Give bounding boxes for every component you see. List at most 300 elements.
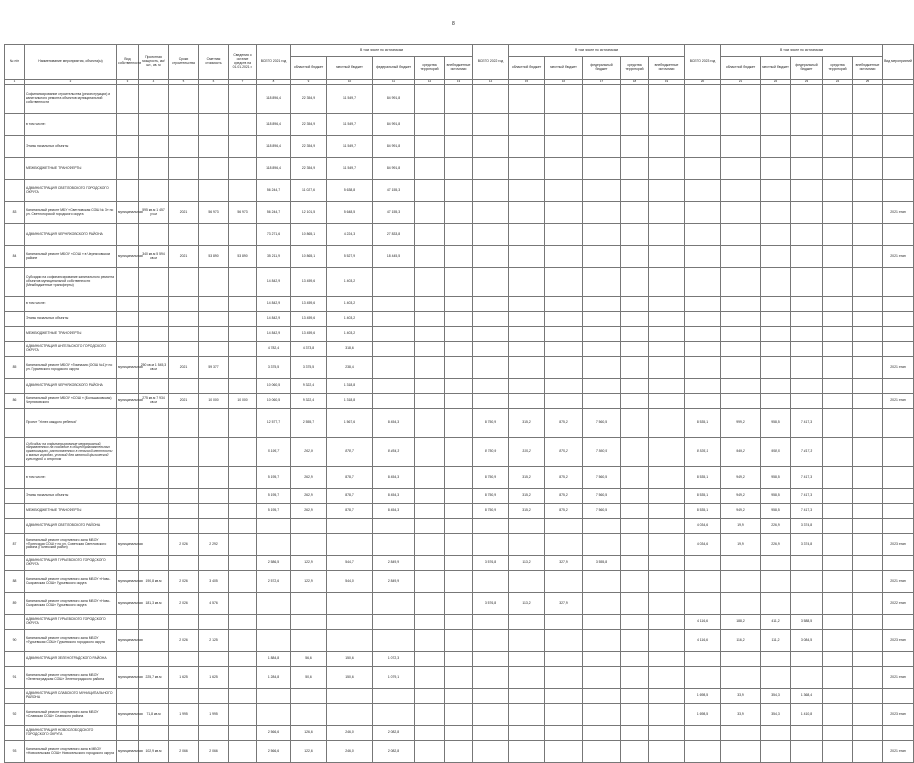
row-value-t23: [685, 667, 721, 689]
row-value-b1: 315,2: [509, 409, 545, 438]
column-number: 8: [257, 80, 291, 85]
row-name: АДМИНИСТРАЦИЯ ГУРЬЕВСКОГО ГОРОДСКОГО ОКРУГА: [25, 615, 117, 630]
row-value-b5: [649, 379, 685, 394]
row-value-c4: [823, 158, 853, 180]
row-ownership: [117, 652, 139, 667]
row-cost: [199, 85, 229, 114]
row-balance: [229, 312, 257, 327]
row-value-c4: [823, 297, 853, 312]
row-value-a5: [445, 342, 473, 357]
row-value-b3: [583, 85, 621, 114]
row-value-b4: [621, 342, 649, 357]
row-value-a3: 1 072,3: [373, 652, 415, 667]
row-value-a5: [445, 489, 473, 504]
row-note: [883, 726, 914, 741]
row-period: [169, 180, 199, 202]
row-value-a5: [445, 630, 473, 652]
row-value-t23: [685, 394, 721, 409]
row-value-c1: 19,9: [721, 519, 761, 534]
row-period: 2 026: [169, 630, 199, 652]
row-value-t23: [685, 312, 721, 327]
row-value-c5: [853, 467, 883, 489]
table-row: [5, 571, 914, 593]
row-ownership: [117, 726, 139, 741]
column-number: 17: [583, 80, 621, 85]
row-value-c1: [721, 379, 761, 394]
row-value-b5: [649, 202, 685, 224]
row-value-a1: 126,6: [291, 726, 327, 741]
row-value-a3: 2 082,8: [373, 726, 415, 741]
row-value-b1: [509, 268, 545, 297]
row-period: 2 026: [169, 593, 199, 615]
row-value-t22: 8 750,9: [473, 467, 509, 489]
row-value-b4: [621, 297, 649, 312]
row-value-b5: [649, 519, 685, 534]
row-value-b3: [583, 312, 621, 327]
row-value-a4: [415, 504, 445, 519]
row-cost: [199, 489, 229, 504]
row-value-a5: [445, 327, 473, 342]
table-row: [5, 704, 914, 726]
row-note: [883, 504, 914, 519]
header-source: федеральный бюджет: [583, 57, 621, 80]
row-value-a1: 10 865,1: [291, 246, 327, 268]
row-value-c2: [761, 246, 791, 268]
row-number: [5, 489, 25, 504]
row-value-a2: 878,7: [327, 438, 373, 467]
row-value-t23: 1 698,5: [685, 689, 721, 704]
row-number: [5, 158, 25, 180]
row-note: [883, 158, 914, 180]
row-value-c5: [853, 534, 883, 556]
row-note: [883, 438, 914, 467]
row-period: [169, 504, 199, 519]
row-value-c5: [853, 689, 883, 704]
row-value-c3: [791, 593, 823, 615]
row-value-c3: [791, 667, 823, 689]
row-value-t23: [685, 85, 721, 114]
row-name: АДМИНИСТРАЦИЯ НОВОСЛОБОДСКОГО ГОРОДСКОГО ОКРУГА: [25, 726, 117, 741]
row-value-t21: [257, 593, 291, 615]
row-capacity: [139, 379, 169, 394]
row-value-a3: 8 454,3: [373, 489, 415, 504]
row-value-b3: [583, 379, 621, 394]
row-value-a4: [415, 114, 445, 136]
row-value-t22: 8 750,9: [473, 489, 509, 504]
row-value-a1: 262,9: [291, 467, 327, 489]
row-value-c1: 949,2: [721, 504, 761, 519]
row-capacity: [139, 136, 169, 158]
row-cost: [199, 312, 229, 327]
table-row: [5, 615, 914, 630]
row-value-b5: [649, 504, 685, 519]
row-value-a5: [445, 409, 473, 438]
row-value-c1: [721, 593, 761, 615]
row-value-b2: 875,2: [545, 409, 583, 438]
header-source: внебюджетные источники: [445, 57, 473, 80]
row-ownership: [117, 268, 139, 297]
row-capacity: [139, 312, 169, 327]
row-value-t22: [473, 379, 509, 394]
row-value-b2: [545, 534, 583, 556]
row-period: [169, 379, 199, 394]
row-capacity: 181,3 кв.м: [139, 593, 169, 615]
row-value-b4: [621, 467, 649, 489]
row-value-c2: [761, 667, 791, 689]
row-note: 2023 этап: [883, 630, 914, 652]
row-value-b2: [545, 357, 583, 379]
row-value-c1: [721, 741, 761, 763]
row-value-a2: 318,6: [327, 342, 373, 357]
table-row: [5, 519, 914, 534]
row-value-a4: [415, 379, 445, 394]
row-value-a2: 150,6: [327, 667, 373, 689]
row-value-c5: [853, 438, 883, 467]
row-name: Субсидии на софинансирование капитального ремонта объектов муниципальной собственности (Межбюджетные трансферты): [25, 268, 117, 297]
row-period: 2 026: [169, 534, 199, 556]
column-number: 12: [415, 80, 445, 85]
header-name: Наименование мероприятия, объекта(ы): [25, 45, 117, 80]
row-value-b2: [545, 246, 583, 268]
row-value-a3: [373, 615, 415, 630]
row-ownership: муниципальная: [117, 534, 139, 556]
table-row: [5, 379, 914, 394]
header-total-2023: ВСЕГО 2023 год: [685, 45, 721, 80]
row-value-a3: 18 445,5: [373, 246, 415, 268]
row-value-t22: [473, 114, 509, 136]
row-value-t23: [685, 556, 721, 571]
row-value-c3: [791, 224, 823, 246]
row-value-a3: [373, 312, 415, 327]
row-value-b1: [509, 652, 545, 667]
row-value-b2: 875,2: [545, 467, 583, 489]
row-value-a5: [445, 519, 473, 534]
row-value-a2: 11 549,7: [327, 114, 373, 136]
row-value-t22: 8 750,9: [473, 438, 509, 467]
row-value-a3: [373, 689, 415, 704]
row-value-t22: [473, 246, 509, 268]
row-value-b1: [509, 726, 545, 741]
row-balance: [229, 593, 257, 615]
row-period: [169, 114, 199, 136]
row-value-b5: [649, 726, 685, 741]
row-value-t22: [473, 726, 509, 741]
row-name: АДМИНИСТРАЦИЯ ЗЕЛЕНОГРАДСКОГО РАЙОНА: [25, 652, 117, 667]
row-number: 87: [5, 534, 25, 556]
row-period: [169, 615, 199, 630]
row-value-c3: 1 410,8: [791, 704, 823, 726]
row-name: Софинансирование строительства (реконструкции) и капитального ремонта объектов муниципальной собственности: [25, 85, 117, 114]
row-value-b1: [509, 246, 545, 268]
row-value-b4: [621, 379, 649, 394]
row-value-a3: [373, 379, 415, 394]
row-value-a5: [445, 180, 473, 202]
row-value-a2: 5 638,8: [327, 180, 373, 202]
header-group-2021: В том числе по источникам: [291, 45, 473, 57]
column-number: 25: [853, 80, 883, 85]
row-note: [883, 224, 914, 246]
row-value-a4: [415, 689, 445, 704]
row-value-t21: 10 060,5: [257, 394, 291, 409]
row-value-c5: [853, 394, 883, 409]
row-value-b5: [649, 312, 685, 327]
row-value-c5: [853, 615, 883, 630]
row-period: 1 625: [169, 667, 199, 689]
row-value-b1: [509, 689, 545, 704]
row-period: [169, 268, 199, 297]
row-ownership: муниципальная: [117, 741, 139, 763]
row-value-b5: [649, 246, 685, 268]
row-balance: 56 973: [229, 202, 257, 224]
row-number: [5, 726, 25, 741]
row-value-b2: 327,9: [545, 556, 583, 571]
row-value-c5: [853, 409, 883, 438]
row-value-b1: 113,2: [509, 593, 545, 615]
row-value-c3: [791, 327, 823, 342]
row-value-c4: [823, 630, 853, 652]
row-value-a4: [415, 158, 445, 180]
header-period: Сроки строительства: [169, 45, 199, 80]
row-value-a3: [373, 534, 415, 556]
row-value-c3: [791, 180, 823, 202]
row-value-c4: [823, 85, 853, 114]
header-source: областной бюджет: [721, 57, 761, 80]
row-value-t23: 1 698,5: [685, 704, 721, 726]
row-capacity: [139, 268, 169, 297]
row-ownership: [117, 489, 139, 504]
row-name: МЕЖБЮДЖЕТНЫЕ ТРАНСФЕРТЫ: [25, 504, 117, 519]
row-value-b3: [583, 689, 621, 704]
row-value-c5: [853, 327, 883, 342]
row-balance: [229, 726, 257, 741]
row-value-b5: [649, 741, 685, 763]
row-value-a5: [445, 652, 473, 667]
row-value-c3: [791, 556, 823, 571]
row-value-b4: [621, 689, 649, 704]
row-value-t23: [685, 379, 721, 394]
row-value-c4: [823, 467, 853, 489]
row-value-b5: [649, 180, 685, 202]
row-value-a4: [415, 342, 445, 357]
row-value-c5: [853, 489, 883, 504]
row-value-a3: [373, 268, 415, 297]
row-value-a5: [445, 504, 473, 519]
row-value-c2: [761, 379, 791, 394]
row-period: [169, 726, 199, 741]
row-value-c1: [721, 202, 761, 224]
row-name: Капитальный ремонт спортивного зала МБОУ «Славская СОШ» Славского района: [25, 704, 117, 726]
row-value-a2: 1 318,8: [327, 379, 373, 394]
row-ownership: муниципальная: [117, 394, 139, 409]
row-period: [169, 327, 199, 342]
row-value-a5: [445, 689, 473, 704]
row-note: [883, 180, 914, 202]
row-value-t23: [685, 297, 721, 312]
row-value-c4: [823, 593, 853, 615]
row-balance: [229, 667, 257, 689]
row-value-a1: 50,6: [291, 667, 327, 689]
column-number: 3: [117, 80, 139, 85]
row-value-a2: 150,6: [327, 652, 373, 667]
row-capacity: [139, 409, 169, 438]
row-value-c5: [853, 297, 883, 312]
row-value-a4: [415, 519, 445, 534]
row-ownership: муниципальная: [117, 202, 139, 224]
row-value-c5: [853, 571, 883, 593]
row-value-a4: [415, 704, 445, 726]
row-value-c4: [823, 726, 853, 741]
row-value-a5: [445, 297, 473, 312]
row-capacity: [139, 180, 169, 202]
row-number: 89: [5, 593, 25, 615]
row-value-a5: [445, 704, 473, 726]
row-value-a1: [291, 593, 327, 615]
row-value-t21: 2 572,6: [257, 571, 291, 593]
row-value-t22: [473, 741, 509, 763]
row-value-t22: [473, 630, 509, 652]
row-value-t23: [685, 571, 721, 593]
row-value-b2: [545, 136, 583, 158]
row-name: в том числе:: [25, 114, 117, 136]
row-value-b2: [545, 652, 583, 667]
row-value-t23: 4 116,6: [685, 615, 721, 630]
row-value-t21: 118 896,4: [257, 158, 291, 180]
row-number: [5, 519, 25, 534]
table-row: [5, 327, 914, 342]
table-row: [5, 268, 914, 297]
row-ownership: муниципальная: [117, 571, 139, 593]
row-number: [5, 268, 25, 297]
row-value-t22: [473, 689, 509, 704]
row-value-c1: 999,2: [721, 409, 761, 438]
row-name: Капитальный ремонт спортивного зала МБОУ «Ново-Сызранская СОШ» Гурьевского округа: [25, 593, 117, 615]
row-value-c5: [853, 158, 883, 180]
row-value-b1: [509, 85, 545, 114]
row-balance: [229, 652, 257, 667]
row-value-b2: 875,2: [545, 504, 583, 519]
row-capacity: [139, 224, 169, 246]
row-capacity: [139, 556, 169, 571]
row-value-a1: 13 459,6: [291, 297, 327, 312]
row-value-t21: 118 896,4: [257, 136, 291, 158]
row-value-b4: [621, 85, 649, 114]
row-value-b5: [649, 667, 685, 689]
row-value-c3: 3 084,5: [791, 630, 823, 652]
row-value-a2: [327, 519, 373, 534]
row-value-t21: 4 782,4: [257, 342, 291, 357]
row-capacity: [139, 630, 169, 652]
row-value-b1: [509, 136, 545, 158]
row-value-b1: [509, 741, 545, 763]
row-balance: [229, 630, 257, 652]
row-value-b1: 315,2: [509, 504, 545, 519]
row-value-a5: [445, 379, 473, 394]
row-value-a4: [415, 312, 445, 327]
row-value-t23: 8 535,1: [685, 467, 721, 489]
row-value-b5: [649, 268, 685, 297]
row-value-b5: [649, 556, 685, 571]
row-name: Капитальный ремонт спортивного зала МБОУ «Ново-Сызранская СОШ» Гурьевского округа: [25, 571, 117, 593]
row-value-t21: 14 842,9: [257, 297, 291, 312]
row-cost: [199, 726, 229, 741]
header-source: местный бюджет: [761, 57, 791, 80]
row-value-c2: [761, 556, 791, 571]
row-value-a1: [291, 519, 327, 534]
row-cost: [199, 438, 229, 467]
row-ownership: [117, 312, 139, 327]
row-value-c5: [853, 704, 883, 726]
row-value-b4: [621, 741, 649, 763]
row-value-c3: [791, 726, 823, 741]
row-note: [883, 342, 914, 357]
row-ownership: муниципальная: [117, 630, 139, 652]
column-number: 18: [621, 80, 649, 85]
row-ownership: [117, 114, 139, 136]
row-value-a1: 22 354,9: [291, 114, 327, 136]
row-value-b5: [649, 85, 685, 114]
row-balance: [229, 467, 257, 489]
header-total-2021: ВСЕГО 2021 год: [257, 45, 291, 80]
row-value-a5: [445, 534, 473, 556]
row-value-c5: [853, 136, 883, 158]
row-value-b2: [545, 689, 583, 704]
column-number: 14: [473, 80, 509, 85]
row-capacity: [139, 615, 169, 630]
row-number: [5, 409, 25, 438]
row-value-t21: 3 375,5: [257, 357, 291, 379]
row-value-a2: 878,7: [327, 489, 373, 504]
row-value-b5: [649, 534, 685, 556]
column-number: 1: [5, 80, 25, 85]
row-value-c2: [761, 342, 791, 357]
header-group-2023: В том числе по источникам: [721, 45, 883, 57]
row-value-a5: [445, 556, 473, 571]
row-capacity: 250 кв.м 1 545,3 кв.м: [139, 357, 169, 379]
header-source: областной бюджет: [509, 57, 545, 80]
row-name: АДМИНИСТРАЦИЯ СВЕТЛОВСКОГО ГОРОДСКОГО ОКРУГА: [25, 180, 117, 202]
row-value-a1: 12 101,5: [291, 202, 327, 224]
row-value-t22: 8 750,9: [473, 504, 509, 519]
column-number: 9: [291, 80, 327, 85]
row-note: [883, 136, 914, 158]
row-value-b1: [509, 379, 545, 394]
row-note: [883, 312, 914, 327]
row-value-b1: 315,2: [509, 438, 545, 467]
row-value-a2: 1 403,2: [327, 297, 373, 312]
row-name: АДМИНИСТРАЦИЯ ГУРЬЕВСКОГО ГОРОДСКОГО ОКРУГА: [25, 556, 117, 571]
row-value-c1: [721, 342, 761, 357]
row-value-t21: 35 211,9: [257, 246, 291, 268]
row-value-b3: 3 555,8: [583, 556, 621, 571]
row-ownership: [117, 136, 139, 158]
row-name: в том числе:: [25, 467, 117, 489]
header-cost: Сметная стоимость: [199, 45, 229, 80]
row-value-b5: [649, 136, 685, 158]
row-balance: [229, 268, 257, 297]
row-value-b5: [649, 342, 685, 357]
row-capacity: [139, 534, 169, 556]
row-balance: [229, 158, 257, 180]
row-value-c1: [721, 556, 761, 571]
row-value-t23: [685, 741, 721, 763]
row-value-a3: [373, 357, 415, 379]
row-period: [169, 312, 199, 327]
row-note: [883, 268, 914, 297]
row-value-c3: [791, 136, 823, 158]
row-number: 88: [5, 571, 25, 593]
row-ownership: [117, 615, 139, 630]
row-value-c5: [853, 504, 883, 519]
